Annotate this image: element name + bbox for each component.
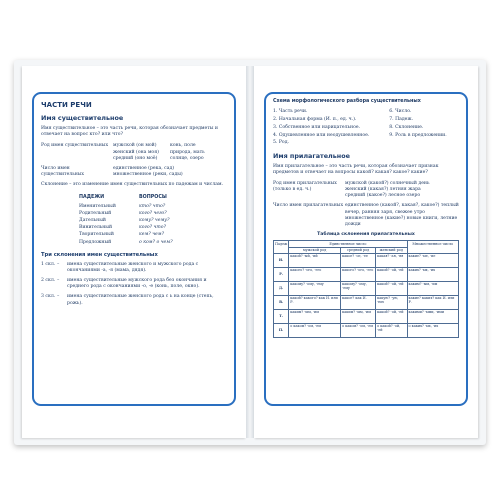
noun-gender-row [41, 143, 227, 162]
table-row [274, 267, 459, 281]
table-row [274, 253, 459, 267]
left-frame [32, 92, 236, 406]
case-question: кому? чему? [139, 218, 170, 224]
gender-example: солнце, озеро [170, 155, 204, 161]
table-subheader: женский род [376, 247, 407, 253]
adjective-declension-table [273, 240, 459, 337]
case-row [79, 231, 227, 238]
case-name: Именительный [79, 204, 116, 210]
case-question: кого? что? [139, 225, 166, 231]
noun-gender-label: Род имен существительных [41, 143, 109, 149]
table-cell: о какой? -ой, -ей [376, 323, 407, 337]
case-name: Винительный [79, 225, 113, 231]
declension-text: имена существительные мужского рода без окончания и среднего рода с окончаниями -о, -е (конь, поле, окно). [67, 278, 207, 290]
table-row [274, 309, 459, 323]
gender-form: женский (она моя) [113, 149, 159, 155]
table-cell: какого? -ого, -его [289, 267, 341, 281]
adjective-definition: Имя прилагательное – это часть речи, которая обозначает признак предметов и отвечает на вопросы какой? какая? какое? какие? [273, 163, 439, 175]
table-cell: какому? -ому, -ему [341, 281, 376, 295]
declension-text: имена существительные женского и мужского рода с окончаниями -а, -я (мама, дядя). [67, 261, 199, 273]
number-form: единственное (река, сад) [113, 166, 175, 172]
table-cell: какой? -ой, -ей [376, 267, 407, 281]
case-row [79, 203, 227, 210]
table-header: Единственное число [289, 241, 407, 247]
table-cell: каким? -ым, -им [289, 309, 341, 323]
table-row [274, 281, 459, 295]
adj-gender-form: женский (какая?) летняя жара [345, 187, 421, 193]
declension-number: 2 скл. [41, 278, 56, 284]
case-name: Дательный [79, 218, 106, 224]
scheme-item: 6. Число. [389, 109, 412, 115]
questions-header: ВОПРОСЫ [139, 194, 167, 200]
gender-form: средний (оно моё) [113, 155, 158, 161]
table-cell: какого? -ого, -его [341, 267, 376, 281]
declension-text: имена существительные женского рода с ь на конце (степь, рожь). [67, 294, 214, 306]
table-case: И. [274, 253, 289, 267]
table-case: Д. [274, 281, 289, 295]
case-row [79, 210, 227, 217]
adj-gender-form: средний (какое?) лесное озеро [345, 193, 421, 199]
right-page [254, 66, 478, 438]
table-cell: о каких? -ых, -их [407, 323, 459, 337]
noun-heading: Имя существительное [41, 114, 124, 123]
noun-definition: Имя существительное – это часть речи, которая обозначает предметы и отвечает на вопрос кто? или что? [41, 126, 218, 138]
table-cell: какой? -ой, -ей [376, 281, 407, 295]
adj-number-form: единственное (какой?, какая?, какое?) теплый вечер, ранняя заря, свежее утро [345, 203, 459, 215]
number-form: множественное (реки, сады) [113, 172, 183, 178]
table-cell: какая? -ая, -яя [376, 253, 407, 267]
scheme-item: 7. Падеж. [389, 117, 414, 123]
case-name: Творительный [79, 232, 114, 238]
open-notebook [14, 60, 486, 445]
page-title: ЧАСТИ РЕЧИ [41, 101, 92, 109]
left-page [22, 66, 246, 438]
scheme-title: Схема морфологического разбора существительных [273, 99, 421, 104]
declension-number: 3 скл. [41, 294, 56, 300]
table-header: Множественное число [407, 241, 459, 253]
cases-header: ПАДЕЖИ [79, 194, 105, 200]
table-case: Т. [274, 309, 289, 323]
noun-number-label: Число имен существительных [41, 166, 85, 178]
table-cell: какую? -ую, -юю [376, 295, 407, 309]
three-declensions-heading: Три склонения имен существительных [41, 251, 158, 258]
scheme-item: 1. Часть речи. [273, 109, 308, 115]
table-subheader: мужской род [289, 247, 341, 253]
adj-number-row [273, 203, 459, 228]
adj-gender-row [273, 181, 459, 200]
table-cell: какие? -ые, -ие [407, 253, 459, 267]
table-cell: каким? -ым, -им [407, 281, 459, 295]
case-name: Родительный [79, 211, 112, 217]
gender-form: мужской (он мой) [113, 143, 157, 149]
declension-number: 1 скл. [41, 261, 56, 267]
case-name: Предложный [79, 239, 112, 245]
table-cell: какому? -ому, -ему [289, 281, 341, 295]
scheme-item: 4. Одушевленное или неодушевленное. [273, 132, 370, 138]
table-case: Р. [274, 267, 289, 281]
table-row [274, 323, 459, 337]
scheme-item: 5. Род. [273, 140, 289, 146]
cases-table [79, 195, 227, 246]
table-cell: какими? -ыми, -ими [407, 309, 459, 323]
adjective-table-title: Таблица склонения прилагательных [317, 232, 415, 238]
table-row [274, 295, 459, 309]
table-header: Падеж [274, 241, 289, 253]
table-case: В. [274, 295, 289, 309]
case-question: кем? чем? [139, 232, 165, 238]
scheme-item: 3. Собственное или нарицательное. [273, 124, 361, 130]
table-cell: каким? -ым, -им [341, 309, 376, 323]
table-cell: о каком? -ом, -ем [341, 323, 376, 337]
declension-item: 1 скл. – имена существительные женского и мужского рода с окончаниями -а, -я (мама, дядя). [41, 262, 227, 274]
table-cell: какие? каких? как И. или Р. [407, 295, 459, 309]
table-cell: каких? -ых, -их [407, 267, 459, 281]
adj-gender-form: мужской (какой?) солнечный день [345, 180, 430, 186]
table-subheader: средний род [341, 247, 376, 253]
case-row [79, 224, 227, 231]
adjective-heading: Имя прилагательное [273, 151, 350, 160]
adj-gender-label: Род имен прилагательных (только в ед. ч.) [273, 180, 337, 193]
scheme-item: 8. Склонение. [389, 124, 424, 130]
right-frame [264, 92, 468, 406]
table-cell: какое? -ое, -ее [341, 253, 376, 267]
adj-number-label: Число имен прилагательных [273, 203, 344, 209]
table-case: П. [274, 323, 289, 337]
adj-number-form: множественное (какие?) новые книги, летние дожди [345, 215, 458, 228]
declension-item: 2 скл. – имена существительные мужского рода без окончания и среднего рода с окончаниями -о, -е (конь, поле, окно). [41, 278, 227, 290]
notebook-spine [246, 66, 254, 438]
declension-definition: Склонение – это изменение имен существительных по падежам и числам. [41, 182, 224, 188]
table-cell: какой? -ой, -ей [376, 309, 407, 323]
gender-example: конь, поле [170, 143, 196, 149]
table-cell: какой? какого? как И. или Р. [289, 295, 341, 309]
scheme-item: 9. Роль в предложении. [389, 132, 447, 138]
gender-example: природа, мать [170, 149, 205, 155]
case-question: кого? чего? [139, 211, 167, 217]
scheme-list [273, 109, 459, 147]
case-question: кто? что? [139, 204, 166, 210]
table-cell: какой? -ый, -ий [289, 253, 341, 267]
case-row [79, 217, 227, 224]
declension-item: 3 скл. – имена существительные женского рода с ь на конце (степь, рожь). [41, 294, 227, 306]
table-cell: о каком? -ом, -ем [289, 323, 341, 337]
table-cell: какое? как И. [341, 295, 376, 309]
noun-number-row [41, 166, 227, 178]
case-question: о ком? о чем? [139, 239, 173, 245]
case-row [79, 239, 227, 246]
scheme-item: 2. Начальная форма (И. п., ед. ч.). [273, 117, 357, 123]
